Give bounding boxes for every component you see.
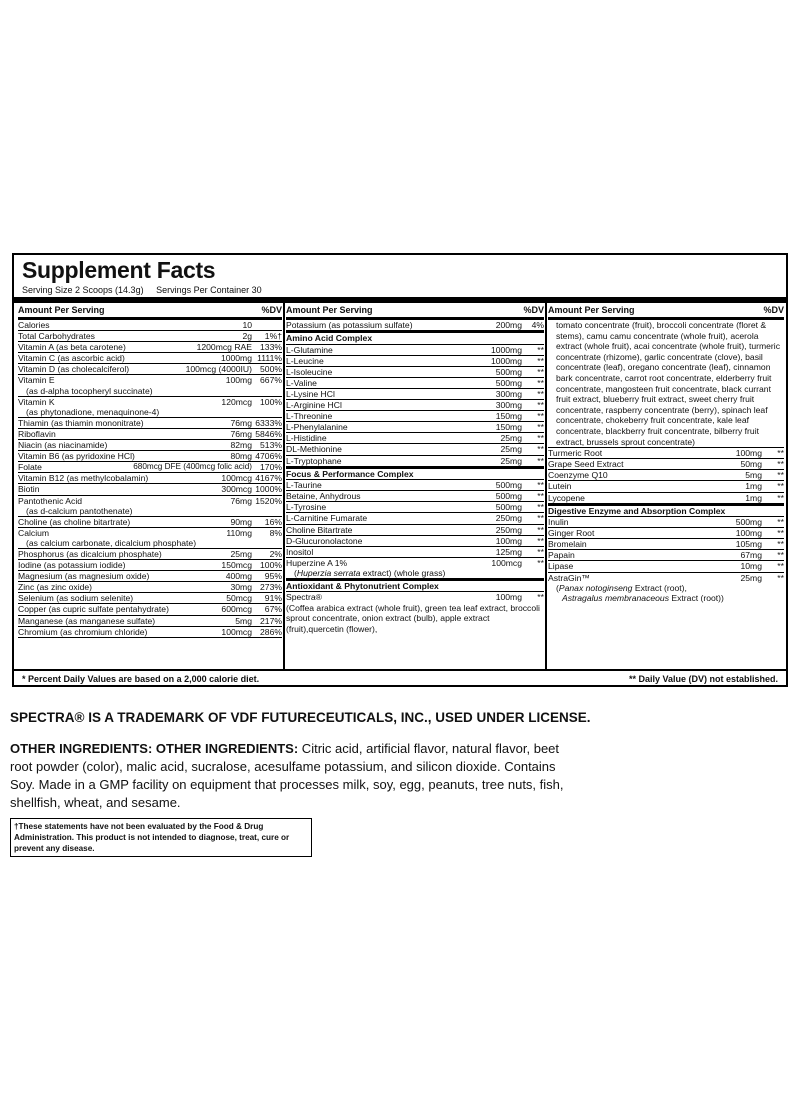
spectra-ingredients-continued: tomato concentrate (fruit), broccoli concentrate (floret & stems), camu camu concentrate (whole fruit), acerola extract (whole fruit), acai concentrate (whole fruit), turmeric concentrate (rhizome), garlic concentrate (clove), basil concentrate (leaf), oregano concentrate (leaf), cinnamon bark concentrate, carrot root concentrate, elderberry fruit concentrate, mangosteen fruit concentrate, black currant fruit extract, blueberry fruit extract, sweet cherry fruit concentrate, raspberry concentrate (berry), spinach leaf concentrate, chokeberry fruit concentrate, kale leaf concentrate, blackberry fruit concentrate, bilberry fruit extract, brussels sprout concentrate)	[548, 320, 784, 448]
table-row: Manganese (as manganese sulfate) 5mg 217%	[18, 615, 282, 626]
other-ingredients-text: Citric acid, artificial flavor, natural flavor, beet root powder (color), malic acid, sucralose, acesulfame potassium, and silicon dioxide. Contains Soy. Made in a GMP facility on equipment that processes milk, soy, egg, peanuts, tree nuts, fish, shellfish, wheat, and sesame.	[10, 741, 564, 810]
antioxidant-list	[548, 448, 784, 503]
table-row: L-Histidine 25mg **	[286, 433, 544, 444]
table-row: Vitamin C (as ascorbic acid) 1000mg 1111%	[18, 353, 282, 364]
table-row: Niacin (as niacinamide) 82mg 513%	[18, 440, 282, 451]
fda-disclaimer: †These statements have not been evaluated by the Food & Drug Administration. This product is not intended to diagnose, treat, cure or prevent any disease.	[10, 818, 312, 857]
column-divider	[283, 303, 285, 669]
table-row: Potassium (as potassium sulfate) 200mg 4%	[286, 320, 544, 333]
footer-dv-not-established: ** Daily Value (DV) not established.	[628, 674, 778, 684]
panel-title: Supplement Facts	[22, 257, 216, 283]
row-subtext: (as d-alpha tocopheryl succinate)	[18, 386, 282, 397]
amino-list	[286, 345, 544, 467]
section-title-focus: Focus & Performance Complex	[286, 467, 544, 481]
supplement-facts-panel	[12, 253, 788, 687]
panel-footer	[22, 674, 778, 684]
table-row: Vitamin D (as cholecalciferol) 100mcg (4000IU) 500%	[18, 364, 282, 375]
table-row: Selenium (as sodium selenite) 50mcg 91%	[18, 593, 282, 604]
section-title-amino: Amino Acid Complex	[286, 333, 544, 345]
column-divider	[545, 303, 547, 669]
table-row: Lutein 1mg **	[548, 481, 784, 492]
trademark-notice: SPECTRA® IS A TRADEMARK OF VDF FUTURECEUTICALS, INC., USED UNDER LICENSE.	[10, 710, 591, 725]
bottom-divider	[14, 669, 786, 671]
table-row: Vitamin B6 (as pyridoxine HCl) 80mg 4706%	[18, 451, 282, 462]
table-row: Choline (as choline bitartrate) 90mg 16%	[18, 516, 282, 527]
table-row: L-Taurine 500mg **	[286, 480, 544, 491]
table-row: Calories 10	[18, 320, 282, 331]
table-row: Riboflavin 76mg 5846%	[18, 428, 282, 439]
table-row: Betaine, Anhydrous 500mg **	[286, 491, 544, 502]
huperzine-source: (Huperzia serrata extract) (whole grass)	[286, 568, 544, 579]
table-row: Vitamin A (as beta carotene) 1200mcg RAE 133%	[18, 342, 282, 353]
table-row: Huperzine A 1% 100mcg **	[286, 557, 544, 568]
table-row: L-Lysine HCl 300mg **	[286, 388, 544, 399]
table-row: Spectra® 100mg **	[286, 592, 544, 603]
table-row: L-Tyrosine 500mg **	[286, 502, 544, 513]
column-antioxidant	[548, 303, 784, 669]
table-row: Bromelain 105mg **	[548, 539, 784, 550]
table-row: Pantothenic Acid 76mg 1520%	[18, 495, 282, 506]
row-subtext: (as phytonadione, menaquinone-4)	[18, 407, 282, 418]
enzyme-list	[548, 517, 784, 572]
other-ingredients	[10, 740, 570, 812]
table-row: L-Valine 500mg **	[286, 377, 544, 388]
table-row: Turmeric Root 100mg **	[548, 448, 784, 459]
table-row: Phosphorus (as dicalcium phosphate) 25mg 2%	[18, 548, 282, 559]
table-row: Chromium (as chromium chloride) 100mcg 286%	[18, 626, 282, 637]
table-row: L-Tryptophane 25mg **	[286, 455, 544, 466]
column-header: Amount Per Serving %DV	[548, 303, 784, 320]
table-row: L-Leucine 1000mg **	[286, 355, 544, 366]
table-row: L-Threonine 150mg **	[286, 411, 544, 422]
table-row: Grape Seed Extract 50mg **	[548, 459, 784, 470]
table-row: Vitamin B12 (as methylcobalamin) 100mcg 4167%	[18, 473, 282, 484]
column-header: Amount Per Serving %DV	[286, 303, 544, 320]
servings-per-container: Servings Per Container 30	[156, 285, 262, 295]
table-row: Calcium 110mg 8%	[18, 527, 282, 538]
table-row: Vitamin K 120mcg 100%	[18, 396, 282, 407]
table-row: L-Carnitine Fumarate 250mg **	[286, 513, 544, 524]
footer-dv-note: * Percent Daily Values are based on a 2,000 calorie diet.	[22, 674, 260, 684]
table-row: Copper (as cupric sulfate pentahydrate) 600mcg 67%	[18, 604, 282, 615]
serving-size: Serving Size 2 Scoops (14.3g)	[22, 285, 144, 295]
table-row: Biotin 300mcg 1000%	[18, 484, 282, 495]
table-row: Vitamin E 100mg 667%	[18, 375, 282, 386]
section-title-antioxidant: Antioxidant & Phytonutrient Complex	[286, 579, 544, 593]
other-ingredients-label: OTHER INGREDIENTS: OTHER INGREDIENTS:	[10, 741, 299, 756]
table-row: Folate 680mcg DFE (400mcg folic acid) 170%	[18, 462, 282, 473]
table-row: Lipase 10mg **	[548, 561, 784, 572]
focus-list	[286, 480, 544, 558]
table-row: Coenzyme Q10 5mg **	[548, 470, 784, 481]
table-row: L-Glutamine 1000mg **	[286, 344, 544, 355]
spectra-ingredients: (Coffea arabica extract (whole fruit), green tea leaf extract, broccoli sprout concentrate, onion extract (bulb), apple extract (fruit),quercetin (flower),	[286, 602, 540, 634]
table-row: Thiamin (as thiamin mononitrate) 76mg 6333%	[18, 417, 282, 428]
column-vitamins	[18, 303, 282, 669]
table-row: Zinc (as zinc oxide) 30mg 273%	[18, 582, 282, 593]
table-row: Total Carbohydrates 2g 1%†	[18, 331, 282, 342]
table-row: Iodine (as potassium iodide) 150mcg 100%	[18, 560, 282, 571]
table-row: L-Arginine HCl 300mg **	[286, 400, 544, 411]
section-title-enzyme: Digestive Enzyme and Absorption Complex	[548, 504, 784, 518]
column-amino	[286, 303, 544, 669]
table-row: Choline Bitartrate 250mg **	[286, 524, 544, 535]
table-row: Inositol 125mg **	[286, 546, 544, 557]
astragin-source: Astragalus membranaceous Extract (root))	[562, 592, 724, 603]
table-row: Ginger Root 100mg **	[548, 528, 784, 539]
table-row: Lycopene 1mg **	[548, 492, 784, 503]
astragin-source: (Panax notoginseng Extract (root),	[556, 582, 687, 593]
column-header: Amount Per Serving %DV	[18, 303, 282, 320]
table-row: AstraGin™ 25mg **	[548, 572, 784, 583]
table-row: DL-Methionine 25mg **	[286, 444, 544, 455]
serving-info	[22, 285, 272, 295]
table-row: Magnesium (as magnesium oxide) 400mg 95%	[18, 571, 282, 582]
table-row: Papain 67mg **	[548, 550, 784, 561]
table-row: L-Isoleucine 500mg **	[286, 366, 544, 377]
table-row: Inulin 500mg **	[548, 517, 784, 528]
vitamins-list	[18, 320, 282, 638]
row-subtext: (as d-calcium pantothenate)	[18, 506, 282, 517]
row-subtext: (as calcium carbonate, dicalcium phosphate)	[18, 538, 282, 549]
table-row: L-Phenylalanine 150mg **	[286, 422, 544, 433]
table-row: D-Glucuronolactone 100mg **	[286, 535, 544, 546]
